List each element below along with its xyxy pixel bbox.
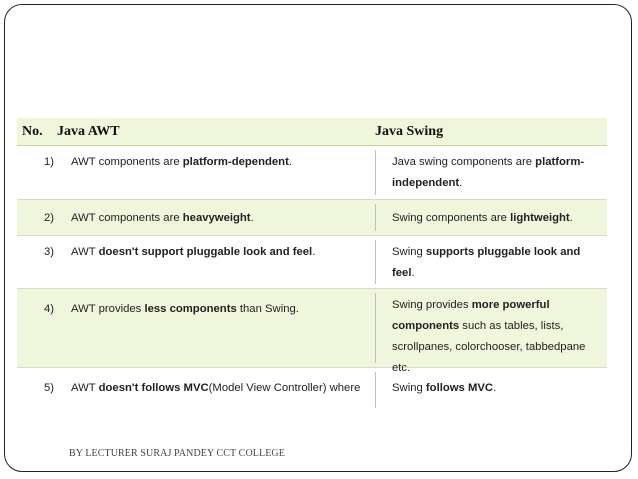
column-divider xyxy=(375,204,376,231)
column-divider xyxy=(375,240,376,284)
column-divider xyxy=(375,372,376,408)
swing-cell: Swing components are lightweight. xyxy=(392,212,573,224)
column-divider xyxy=(375,293,376,363)
row-number: 4) xyxy=(43,303,54,315)
swing-cell: Swing provides more powerful components such as tables, lists, scrollpanes, colorchooser, tabbedpane etc. xyxy=(392,299,586,374)
row-number: 1) xyxy=(43,156,54,168)
row-number: 5) xyxy=(43,382,54,394)
table-row xyxy=(17,200,607,236)
awt-cell: AWT provides less components than Swing. xyxy=(71,303,299,315)
slide-frame xyxy=(4,4,632,472)
awt-cell: AWT components are heavyweight. xyxy=(71,212,254,224)
header-no: No. xyxy=(22,124,43,139)
table-row xyxy=(17,236,607,289)
row-number: 2) xyxy=(43,212,54,224)
column-divider xyxy=(375,150,376,195)
comparison-table xyxy=(17,118,607,408)
table-row xyxy=(17,146,607,200)
swing-cell: Swing follows MVC. xyxy=(392,382,497,394)
table-row xyxy=(17,289,607,374)
awt-cell: AWT doesn't follows MVC(Model View Controller) where xyxy=(71,382,361,394)
awt-cell: AWT doesn't support pluggable look and feel. xyxy=(71,246,316,258)
awt-cell: AWT components are platform-dependent. xyxy=(71,156,292,168)
table-header xyxy=(17,118,607,146)
row-number: 3) xyxy=(43,246,54,258)
table-row xyxy=(17,368,607,408)
swing-cell: Java swing components are platform-independent. xyxy=(392,156,585,189)
header-awt: Java AWT xyxy=(57,124,120,139)
header-swing: Java Swing xyxy=(375,124,444,139)
swing-cell: Swing supports pluggable look and feel. xyxy=(392,246,581,279)
slide-footer: BY LECTURER SURAJ PANDEY CCT COLLEGE xyxy=(69,448,285,459)
